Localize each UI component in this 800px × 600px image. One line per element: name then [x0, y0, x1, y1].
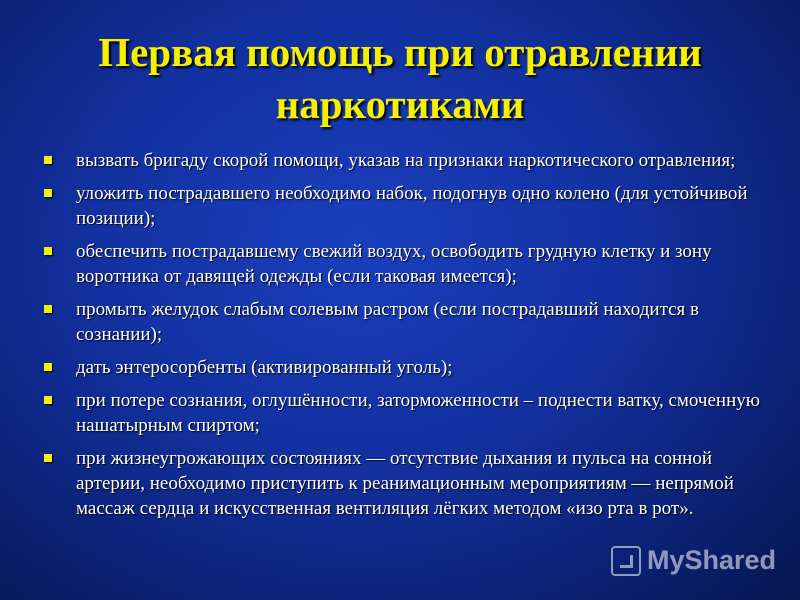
list-item [44, 239, 782, 289]
list-item [44, 181, 782, 231]
watermark-text: MyShared [646, 545, 776, 575]
square-bullet-icon [44, 363, 52, 371]
list-item-text: дать энтеросорбенты (активированный уголь); [76, 357, 453, 378]
list-item-text: при жизнеугрожающих состояниях — отсутствие дыхания и пульса на сонной артерии, необходимо приступить к реанимационным мероприятиям — непрямой массаж сердца и искусственная вентиляция лёгких методом «изо рта в рот». [76, 448, 734, 519]
list-item [44, 148, 782, 173]
square-bullet-icon [44, 396, 52, 404]
list-item-text: уложить пострадавшего необходимо набок, подогнув одно колено (для устойчивой позиции); [76, 183, 748, 229]
square-bullet-icon [44, 305, 52, 313]
list-item [44, 388, 782, 438]
myshared-logo-icon [611, 546, 641, 576]
myshared-watermark [611, 545, 776, 576]
list-item-text: промыть желудок слабым солевым растром (если пострадавший находится в сознании); [76, 299, 700, 345]
list-item-text: обеспечить пострадавшему свежий воздух, освободить грудную клетку и зону воротника от давящей одежды (если таковая имеется); [76, 241, 712, 287]
list-item-text: при потере сознания, оглушённости, заторможенности – поднести ватку, смоченную нашатырным спиртом; [76, 390, 760, 436]
square-bullet-icon [44, 156, 52, 164]
bullet-list [44, 148, 782, 529]
square-bullet-icon [44, 454, 52, 462]
list-item [44, 297, 782, 347]
list-item-text: вызвать бригаду скорой помощи, указав на признаки наркотического отравления; [76, 150, 736, 171]
list-item [44, 446, 782, 521]
square-bullet-icon [44, 189, 52, 197]
square-bullet-icon [44, 247, 52, 255]
slide-title: Первая помощь при отравлении наркотиками [98, 29, 702, 127]
list-item [44, 355, 782, 380]
